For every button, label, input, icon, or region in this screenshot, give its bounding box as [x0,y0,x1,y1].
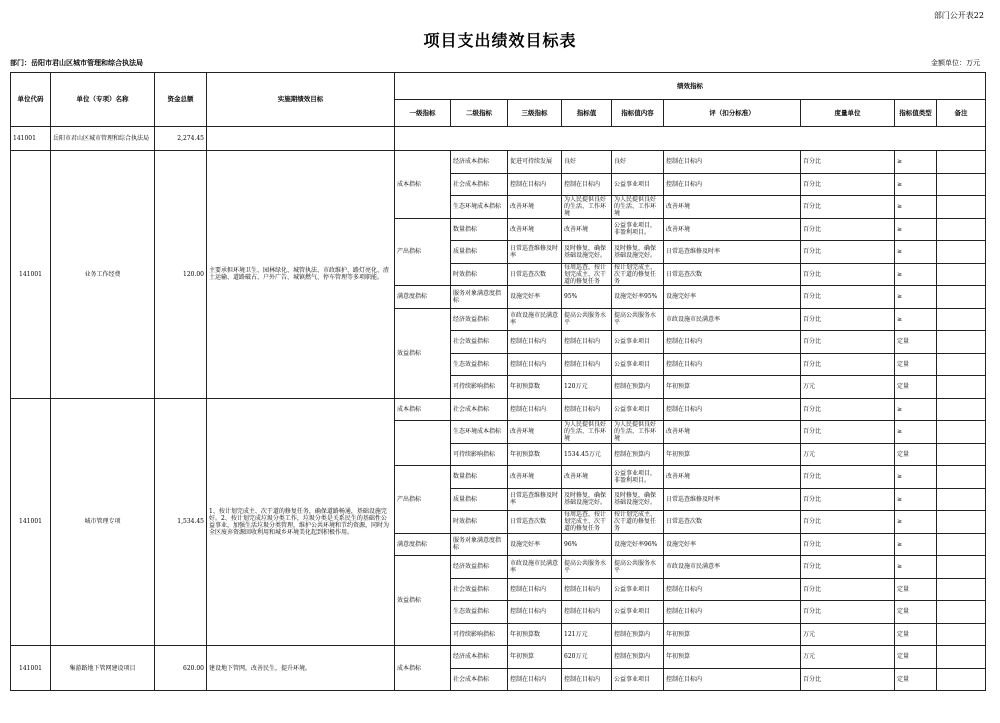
value-type-cell: ≥ [895,466,937,489]
value-content-cell: 良好 [612,151,664,174]
project-goal: 建设地下管网，改善民生，提升环境。 [207,646,395,691]
level2-cell: 时效指标 [451,263,508,286]
project-name: 业务工作经费 [51,151,155,399]
project-amount: 120.00 [155,151,207,399]
note-cell [937,556,986,579]
value-content-cell: 按计划完成主、次干道的修复任务 [612,511,664,534]
level2-cell: 社会成本指标 [451,668,508,691]
measure-unit-cell: 百分比 [801,421,895,444]
criteria-cell: 控制在目标内 [664,398,801,421]
level2-cell: 质量指标 [451,241,508,264]
measure-unit-cell: 百分比 [801,331,895,354]
criteria-cell: 年初预算 [664,443,801,466]
level1-cell: 产出指标 [395,466,451,534]
table-row [11,151,986,174]
header-performance: 绩效指标 [395,73,986,100]
value-content-cell: 公益事业项目，非盈利项目。 [612,466,664,489]
level3-cell: 年初预算数 [508,443,562,466]
summary-goal [207,127,395,151]
value-type-cell: ≥ [895,263,937,286]
value-cell: 120万元 [562,376,612,399]
note-cell [937,533,986,556]
measure-unit-cell: 万元 [801,443,895,466]
value-cell: 控制在目标内 [562,668,612,691]
measure-unit-cell: 百分比 [801,353,895,376]
performance-table [10,72,986,691]
department-label: 部门：岳阳市君山区城市管理和综合执法局 [10,58,143,67]
level2-cell: 经济效益指标 [451,308,508,331]
table-row [11,398,986,421]
header-level1: 一级指标 [395,100,451,127]
note-cell [937,218,986,241]
value-cell: 控制在目标内 [562,173,612,196]
level3-cell: 控制在目标内 [508,173,562,196]
level3-cell: 年初预算 [508,646,562,669]
value-content-cell: 公益事业项目 [612,601,664,624]
criteria-cell: 设施完好率 [664,286,801,309]
note-cell [937,173,986,196]
header-value-type: 指标值类型 [895,100,937,127]
header-note: 备注 [937,100,986,127]
value-content-cell: 公益事业项目 [612,173,664,196]
criteria-cell: 日常巡查次数 [664,511,801,534]
value-type-cell: 定量 [895,578,937,601]
value-type-cell: 定量 [895,331,937,354]
note-cell [937,151,986,174]
criteria-cell: 设施完好率 [664,533,801,556]
criteria-cell: 控制在目标内 [664,173,801,196]
criteria-cell: 改善环境 [664,466,801,489]
criteria-cell: 改善环境 [664,218,801,241]
header-total-funds: 资金总额 [155,73,207,127]
criteria-cell: 日常巡查次数 [664,263,801,286]
level2-cell: 质量指标 [451,488,508,511]
value-cell: 改善环境 [562,466,612,489]
level1-cell [395,421,451,466]
note-cell [937,488,986,511]
level3-cell: 改善环境 [508,421,562,444]
value-content-cell: 设施完好率95% [612,286,664,309]
value-cell: 为人民提供良好的生活、工作环境 [562,421,612,444]
measure-unit-cell: 百分比 [801,668,895,691]
criteria-cell: 控制在目标内 [664,151,801,174]
value-cell: 及时修复，确保基础设施完好。 [562,488,612,511]
value-content-cell: 控制在预算内 [612,376,664,399]
level2-cell: 经济成本指标 [451,151,508,174]
summary-row [11,127,986,151]
level2-cell: 可持续影响指标 [451,623,508,646]
header-unit-code: 单位代码 [11,73,51,127]
value-content-cell: 为人民提供良好的生活、工作环境 [612,196,664,219]
measure-unit-cell: 百分比 [801,578,895,601]
value-type-cell: 定量 [895,353,937,376]
value-cell: 提高公共服务水平 [562,308,612,331]
measure-unit-cell: 百分比 [801,263,895,286]
value-type-cell: ≥ [895,398,937,421]
value-type-cell: 定量 [895,376,937,399]
header-unit-name: 单位（专项）名称 [51,73,155,127]
value-content-cell: 公益事业项目 [612,353,664,376]
project-amount: 1,534.45 [155,398,207,646]
value-type-cell: 定量 [895,646,937,669]
value-type-cell: ≥ [895,511,937,534]
header-level2: 二级指标 [451,100,508,127]
project-code: 141001 [11,646,51,691]
note-cell [937,241,986,264]
value-cell: 每周巡查，按计划完成主、次干道的修复任务 [562,263,612,286]
value-type-cell: ≥ [895,241,937,264]
value-cell: 良好 [562,151,612,174]
criteria-cell: 日常巡查维修及时率 [664,241,801,264]
criteria-cell: 年初预算 [664,623,801,646]
level3-cell: 年初预算数 [508,376,562,399]
level2-cell: 时效指标 [451,511,508,534]
project-name: 城市管理专项 [51,398,155,646]
level2-cell: 生态效益指标 [451,601,508,624]
value-cell: 1534.45万元 [562,443,612,466]
value-type-cell: ≥ [895,173,937,196]
level3-cell: 控制在目标内 [508,668,562,691]
table-row [11,646,986,669]
value-cell: 改善环境 [562,218,612,241]
header-goal: 实施期绩效目标 [207,73,395,127]
note-cell [937,398,986,421]
value-content-cell: 公益事业项目 [612,398,664,421]
value-content-cell: 公益事业项目 [612,668,664,691]
value-cell: 控制在目标内 [562,398,612,421]
value-cell: 121万元 [562,623,612,646]
level3-cell: 促进可持续发展 [508,151,562,174]
value-content-cell: 按计划完成主、次干道的修复任务 [612,263,664,286]
note-cell [937,443,986,466]
value-content-cell: 提高公共服务水平 [612,308,664,331]
value-content-cell: 公益事业项目 [612,331,664,354]
value-type-cell: ≥ [895,308,937,331]
value-cell: 95% [562,286,612,309]
level3-cell: 控制在目标内 [508,353,562,376]
level3-cell: 控制在目标内 [508,331,562,354]
criteria-cell: 年初预算 [664,646,801,669]
measure-unit-cell: 万元 [801,623,895,646]
value-cell: 为人民提供良好的生活、工作环境 [562,196,612,219]
level1-cell: 产出指标 [395,218,451,286]
summary-amount: 2,274.45 [155,127,207,151]
measure-unit-cell: 百分比 [801,241,895,264]
value-type-cell: ≥ [895,218,937,241]
criteria-cell: 控制在目标内 [664,331,801,354]
note-cell [937,421,986,444]
value-type-cell: ≥ [895,421,937,444]
value-content-cell: 公益事业项目，非盈利项目。 [612,218,664,241]
measure-unit-cell: 百分比 [801,398,895,421]
note-cell [937,646,986,669]
value-cell: 96% [562,533,612,556]
project-code: 141001 [11,398,51,646]
value-type-cell: ≥ [895,488,937,511]
level3-cell: 市政设施市民满意率 [508,556,562,579]
criteria-cell: 市政设施市民满意率 [664,308,801,331]
measure-unit-cell: 百分比 [801,151,895,174]
level3-cell: 设施完好率 [508,286,562,309]
level2-cell: 服务对象满意度指标 [451,533,508,556]
value-type-cell: ≥ [895,556,937,579]
level2-cell: 社会成本指标 [451,398,508,421]
criteria-cell: 控制在目标内 [664,668,801,691]
value-type-cell: ≥ [895,151,937,174]
value-type-cell: 定量 [895,623,937,646]
measure-unit-cell: 百分比 [801,218,895,241]
measure-unit-cell: 百分比 [801,308,895,331]
level1-cell: 成本指标 [395,646,451,691]
criteria-cell: 市政设施市民满意率 [664,556,801,579]
level3-cell: 改善环境 [508,218,562,241]
level3-cell: 改善环境 [508,196,562,219]
level1-cell: 效益指标 [395,308,451,398]
project-name: 集游路地下管网建设项目 [51,646,155,691]
measure-unit-cell: 百分比 [801,511,895,534]
level1-cell: 满意度指标 [395,286,451,309]
level3-cell: 日常巡查次数 [508,263,562,286]
level2-cell: 数量指标 [451,466,508,489]
level2-cell: 经济效益指标 [451,556,508,579]
project-amount: 620.00 [155,646,207,691]
level3-cell: 日常巡查次数 [508,511,562,534]
header-level3: 三级指标 [508,100,562,127]
project-goal: 主要承担环境卫生、园林绿化、城管执法、市政维护、路灯亮化、渣土运输、道路破占、户外广告、城镇燃气、停车管理等多项职能。 [207,151,395,399]
level1-cell: 成本指标 [395,151,451,219]
level3-cell: 日常巡查维修及时率 [508,488,562,511]
level2-cell: 生态环境成本指标 [451,421,508,444]
project-goal: 1、按计划完成主、次干道的修复任务，确保道路畅通，基础设施完好。2、按计划完成垃圾分类工作，垃圾分类是关系民生的基础性公益事业，加强生活垃圾分类管理，维护公共环境和节约资源，同时为全区废弃资源回收利用和城乡环境美化起到积极作用。 [207,398,395,646]
note-cell [937,376,986,399]
measure-unit-cell: 百分比 [801,286,895,309]
value-content-cell: 及时修复，确保基础设施完好。 [612,488,664,511]
value-cell: 控制在目标内 [562,331,612,354]
value-content-cell: 公益事业项目 [612,578,664,601]
note-cell [937,601,986,624]
criteria-cell: 年初预算 [664,376,801,399]
level2-cell: 数量指标 [451,218,508,241]
note-cell [937,308,986,331]
level2-cell: 社会效益指标 [451,578,508,601]
measure-unit-cell: 万元 [801,376,895,399]
level3-cell: 控制在目标内 [508,578,562,601]
level2-cell: 生态效益指标 [451,353,508,376]
header-value-content: 指标值内容 [612,100,664,127]
value-cell: 每周巡查，按计划完成主、次干道的修复任务 [562,511,612,534]
note-cell [937,286,986,309]
level3-cell: 年初预算数 [508,623,562,646]
level3-cell: 设施完好率 [508,533,562,556]
level1-cell: 成本指标 [395,398,451,421]
amount-unit-label: 金额单位：万元 [931,59,980,67]
project-code: 141001 [11,151,51,399]
level2-cell: 服务对象满意度指标 [451,286,508,309]
criteria-cell: 改善环境 [664,196,801,219]
level3-cell: 市政设施市民满意率 [508,308,562,331]
value-type-cell: ≥ [895,196,937,219]
level3-cell: 改善环境 [508,466,562,489]
level2-cell: 生态环境成本指标 [451,196,508,219]
level2-cell: 可持续影响指标 [451,376,508,399]
value-cell: 控制在目标内 [562,353,612,376]
value-content-cell: 及时修复，确保基础设施完好。 [612,241,664,264]
measure-unit-cell: 百分比 [801,173,895,196]
value-type-cell: 定量 [895,601,937,624]
measure-unit-cell: 百分比 [801,533,895,556]
value-content-cell: 提高公共服务水平 [612,556,664,579]
level2-cell: 社会效益指标 [451,331,508,354]
note-cell [937,196,986,219]
value-content-cell: 控制在预算内 [612,646,664,669]
value-content-cell: 控制在预算内 [612,623,664,646]
measure-unit-cell: 百分比 [801,601,895,624]
value-content-cell: 为人民提供良好的生活、工作环境 [612,421,664,444]
header-value: 指标值 [562,100,612,127]
note-cell [937,353,986,376]
measure-unit-cell: 百分比 [801,488,895,511]
level1-cell: 效益指标 [395,556,451,646]
level2-cell: 可持续影响指标 [451,443,508,466]
measure-unit-cell: 百分比 [801,466,895,489]
page-title: 项目支出绩效目标表 [423,31,577,50]
note-cell [937,331,986,354]
summary-empty [395,127,986,151]
value-content-cell: 设施完好率96% [612,533,664,556]
note-cell [937,668,986,691]
level2-cell: 经济成本指标 [451,646,508,669]
value-cell: 620万元 [562,646,612,669]
note-cell [937,578,986,601]
value-cell: 控制在目标内 [562,578,612,601]
measure-unit-cell: 百分比 [801,196,895,219]
note-cell [937,466,986,489]
value-cell: 提高公共服务水平 [562,556,612,579]
criteria-cell: 控制在目标内 [664,601,801,624]
measure-unit-cell: 百分比 [801,556,895,579]
value-type-cell: 定量 [895,443,937,466]
criteria-cell: 改善环境 [664,421,801,444]
value-type-cell: ≥ [895,533,937,556]
summary-code: 141001 [11,127,51,151]
page-number: 部门公开表22 [933,11,984,20]
value-cell: 及时修复，确保基础设施完好。 [562,241,612,264]
value-cell: 控制在目标内 [562,601,612,624]
level2-cell: 社会成本指标 [451,173,508,196]
value-content-cell: 控制在预算内 [612,443,664,466]
level1-cell: 满意度指标 [395,533,451,556]
header-measure-unit: 度量单位 [801,100,895,127]
criteria-cell: 控制在目标内 [664,353,801,376]
note-cell [937,263,986,286]
summary-name: 岳阳市君山区城市管理和综合执法局 [51,127,155,151]
value-type-cell: ≥ [895,286,937,309]
criteria-cell: 日常巡查维修及时率 [664,488,801,511]
criteria-cell: 控制在目标内 [664,578,801,601]
measure-unit-cell: 万元 [801,646,895,669]
level3-cell: 控制在目标内 [508,601,562,624]
header-criteria: 评（扣分标准） [664,100,801,127]
note-cell [937,511,986,534]
value-type-cell: 定量 [895,668,937,691]
note-cell [937,623,986,646]
level3-cell: 控制在目标内 [508,398,562,421]
level3-cell: 日常巡查维修及时率 [508,241,562,264]
